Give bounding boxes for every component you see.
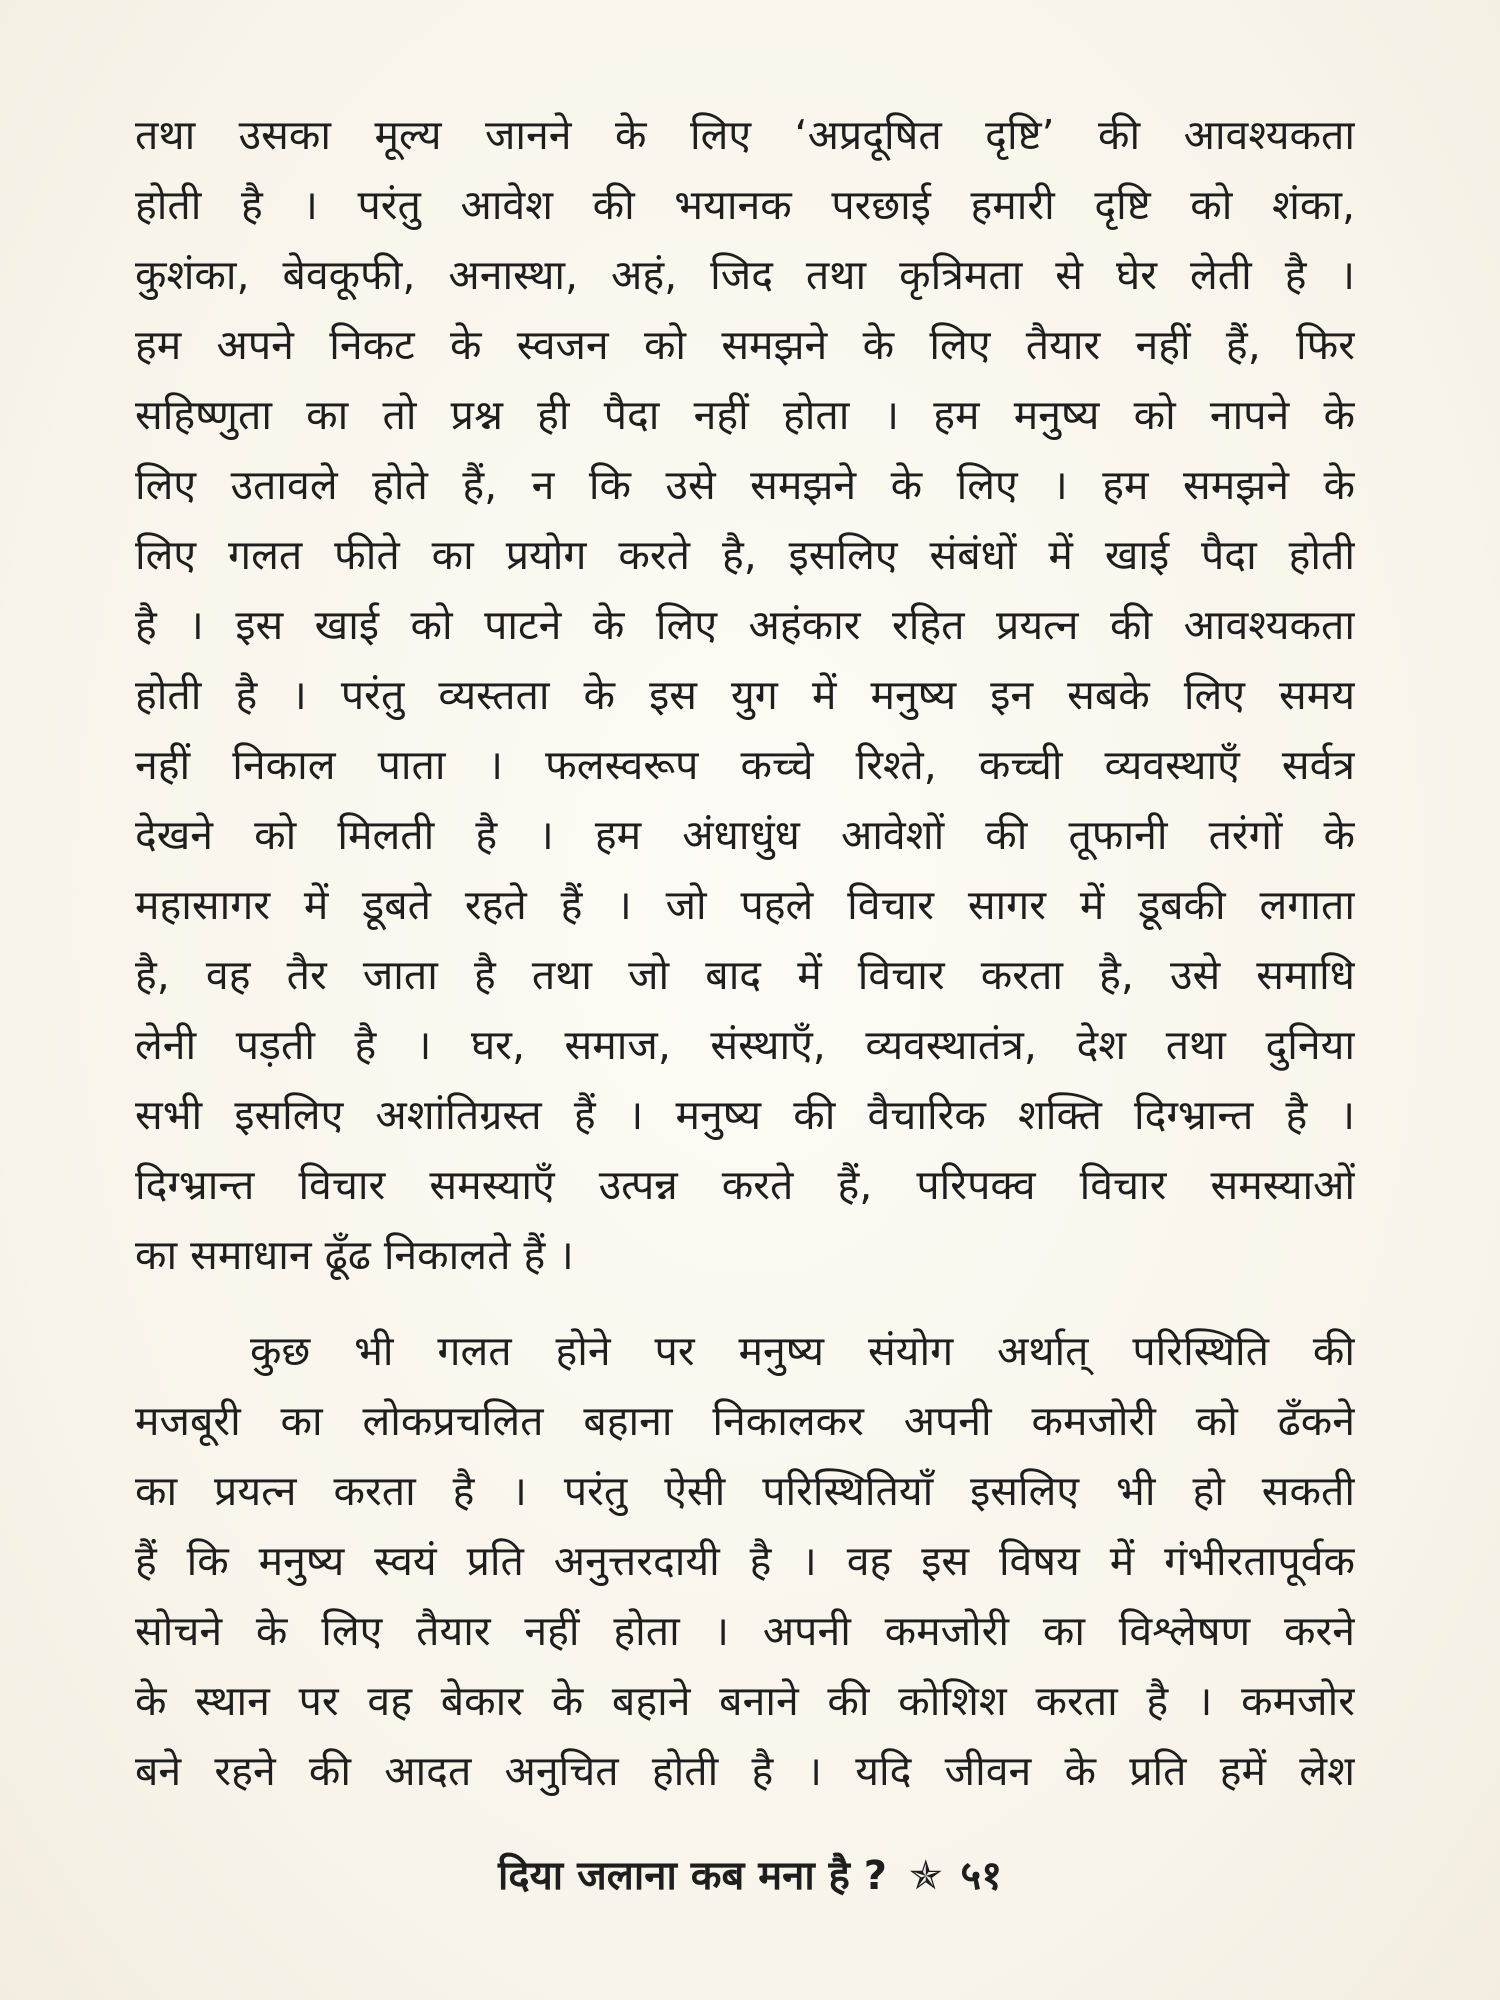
paragraph-gap (135, 1290, 1355, 1316)
text-line: बने रहने की आदत अनुचित होती है । यदि जीवन के प्रति हमें लेश (135, 1747, 1355, 1795)
text-line: है । इस खाई को पाटने के लिए अहंकार रहित प्रयत्न की आवश्यकता (135, 601, 1355, 649)
text-line: महासागर में डूबते रहते हैं । जो पहले विचार सागर में डूबकी लगाता (135, 881, 1355, 929)
body-text (135, 100, 1355, 1806)
text-line: मजबूरी का लोकप्रचलित बहाना निकालकर अपनी कमजोरी को ढँकने (135, 1397, 1355, 1445)
text-line: लिए उतावले होते हैं, न कि उसे समझने के लिए । हम समझने के (135, 461, 1355, 509)
text-line: कुशंका, बेवकूफी, अनास्था, अहं, जिद तथा कृत्रिमता से घेर लेती है । (135, 251, 1355, 299)
text-line: सोचने के लिए तैयार नहीं होता । अपनी कमजोरी का विश्लेषण करने (135, 1607, 1355, 1655)
text-line: का समाधान ढूँढ निकालते हैं । (135, 1231, 574, 1279)
text-line: देखने को मिलती है । हम अंधाधुंध आवेशों की तूफानी तरंगों के (135, 811, 1355, 859)
text-line: कुछ भी गलत होने पर मनुष्य संयोग अर्थात् परिस्थिति की (250, 1327, 1355, 1375)
text-line: का प्रयत्न करता है । परंतु ऐसी परिस्थितियाँ इसलिए भी हो सकती (135, 1467, 1355, 1515)
text-line: लेनी पड़ती है । घर, समाज, संस्थाएँ, व्यवस्थातंत्र, देश तथा दुनिया (135, 1021, 1355, 1069)
text-line: दिग्भ्रान्त विचार समस्याएँ उत्पन्न करते हैं, परिपक्व विचार समस्याओं (135, 1161, 1355, 1209)
text-line: लिए गलत फीते का प्रयोग करते है, इसलिए संबंधों में खाई पैदा होती (135, 531, 1355, 579)
paragraph-1 (135, 100, 1355, 1290)
star-icon: ✯ (908, 1853, 943, 1899)
text-line: तथा उसका मूल्य जानने के लिए ‘अप्रदूषित दृष्टि’ की आवश्यकता (135, 111, 1355, 159)
text-line: हैं कि मनुष्य स्वयं प्रति अनुत्तरदायी है । वह इस विषय में गंभीरतापूर्वक (135, 1537, 1355, 1585)
text-line: नहीं निकाल पाता । फलस्वरूप कच्चे रिश्ते, कच्ची व्यवस्थाएँ सर्वत्र (135, 741, 1355, 789)
text-line: होती है । परंतु आवेश की भयानक परछाई हमारी दृष्टि को शंका, (135, 181, 1355, 229)
text-line: हम अपने निकट के स्वजन को समझने के लिए तैयार नहीं हैं, फिर (135, 321, 1355, 369)
text-line: सहिष्णुता का तो प्रश्न ही पैदा नहीं होता । हम मनुष्य को नापने के (135, 391, 1355, 439)
text-line: होती है । परंतु व्यस्तता के इस युग में मनुष्य इन सबके लिए समय (135, 671, 1355, 719)
text-line: के स्थान पर वह बेकार के बहाने बनाने की कोशिश करता है । कमजोर (135, 1677, 1355, 1725)
text-line: है, वह तैर जाता है तथा जो बाद में विचार करता है, उसे समाधि (135, 951, 1355, 999)
text-line: सभी इसलिए अशांतिग्रस्त हैं । मनुष्य की वैचारिक शक्ति दिग्भ्रान्त है । (135, 1091, 1355, 1139)
book-title: दिया जलाना कब मना है ? (498, 1853, 887, 1899)
page-number: ५१ (960, 1853, 1002, 1899)
page-footer (0, 1846, 1500, 1906)
paragraph-2 (135, 1316, 1355, 1806)
